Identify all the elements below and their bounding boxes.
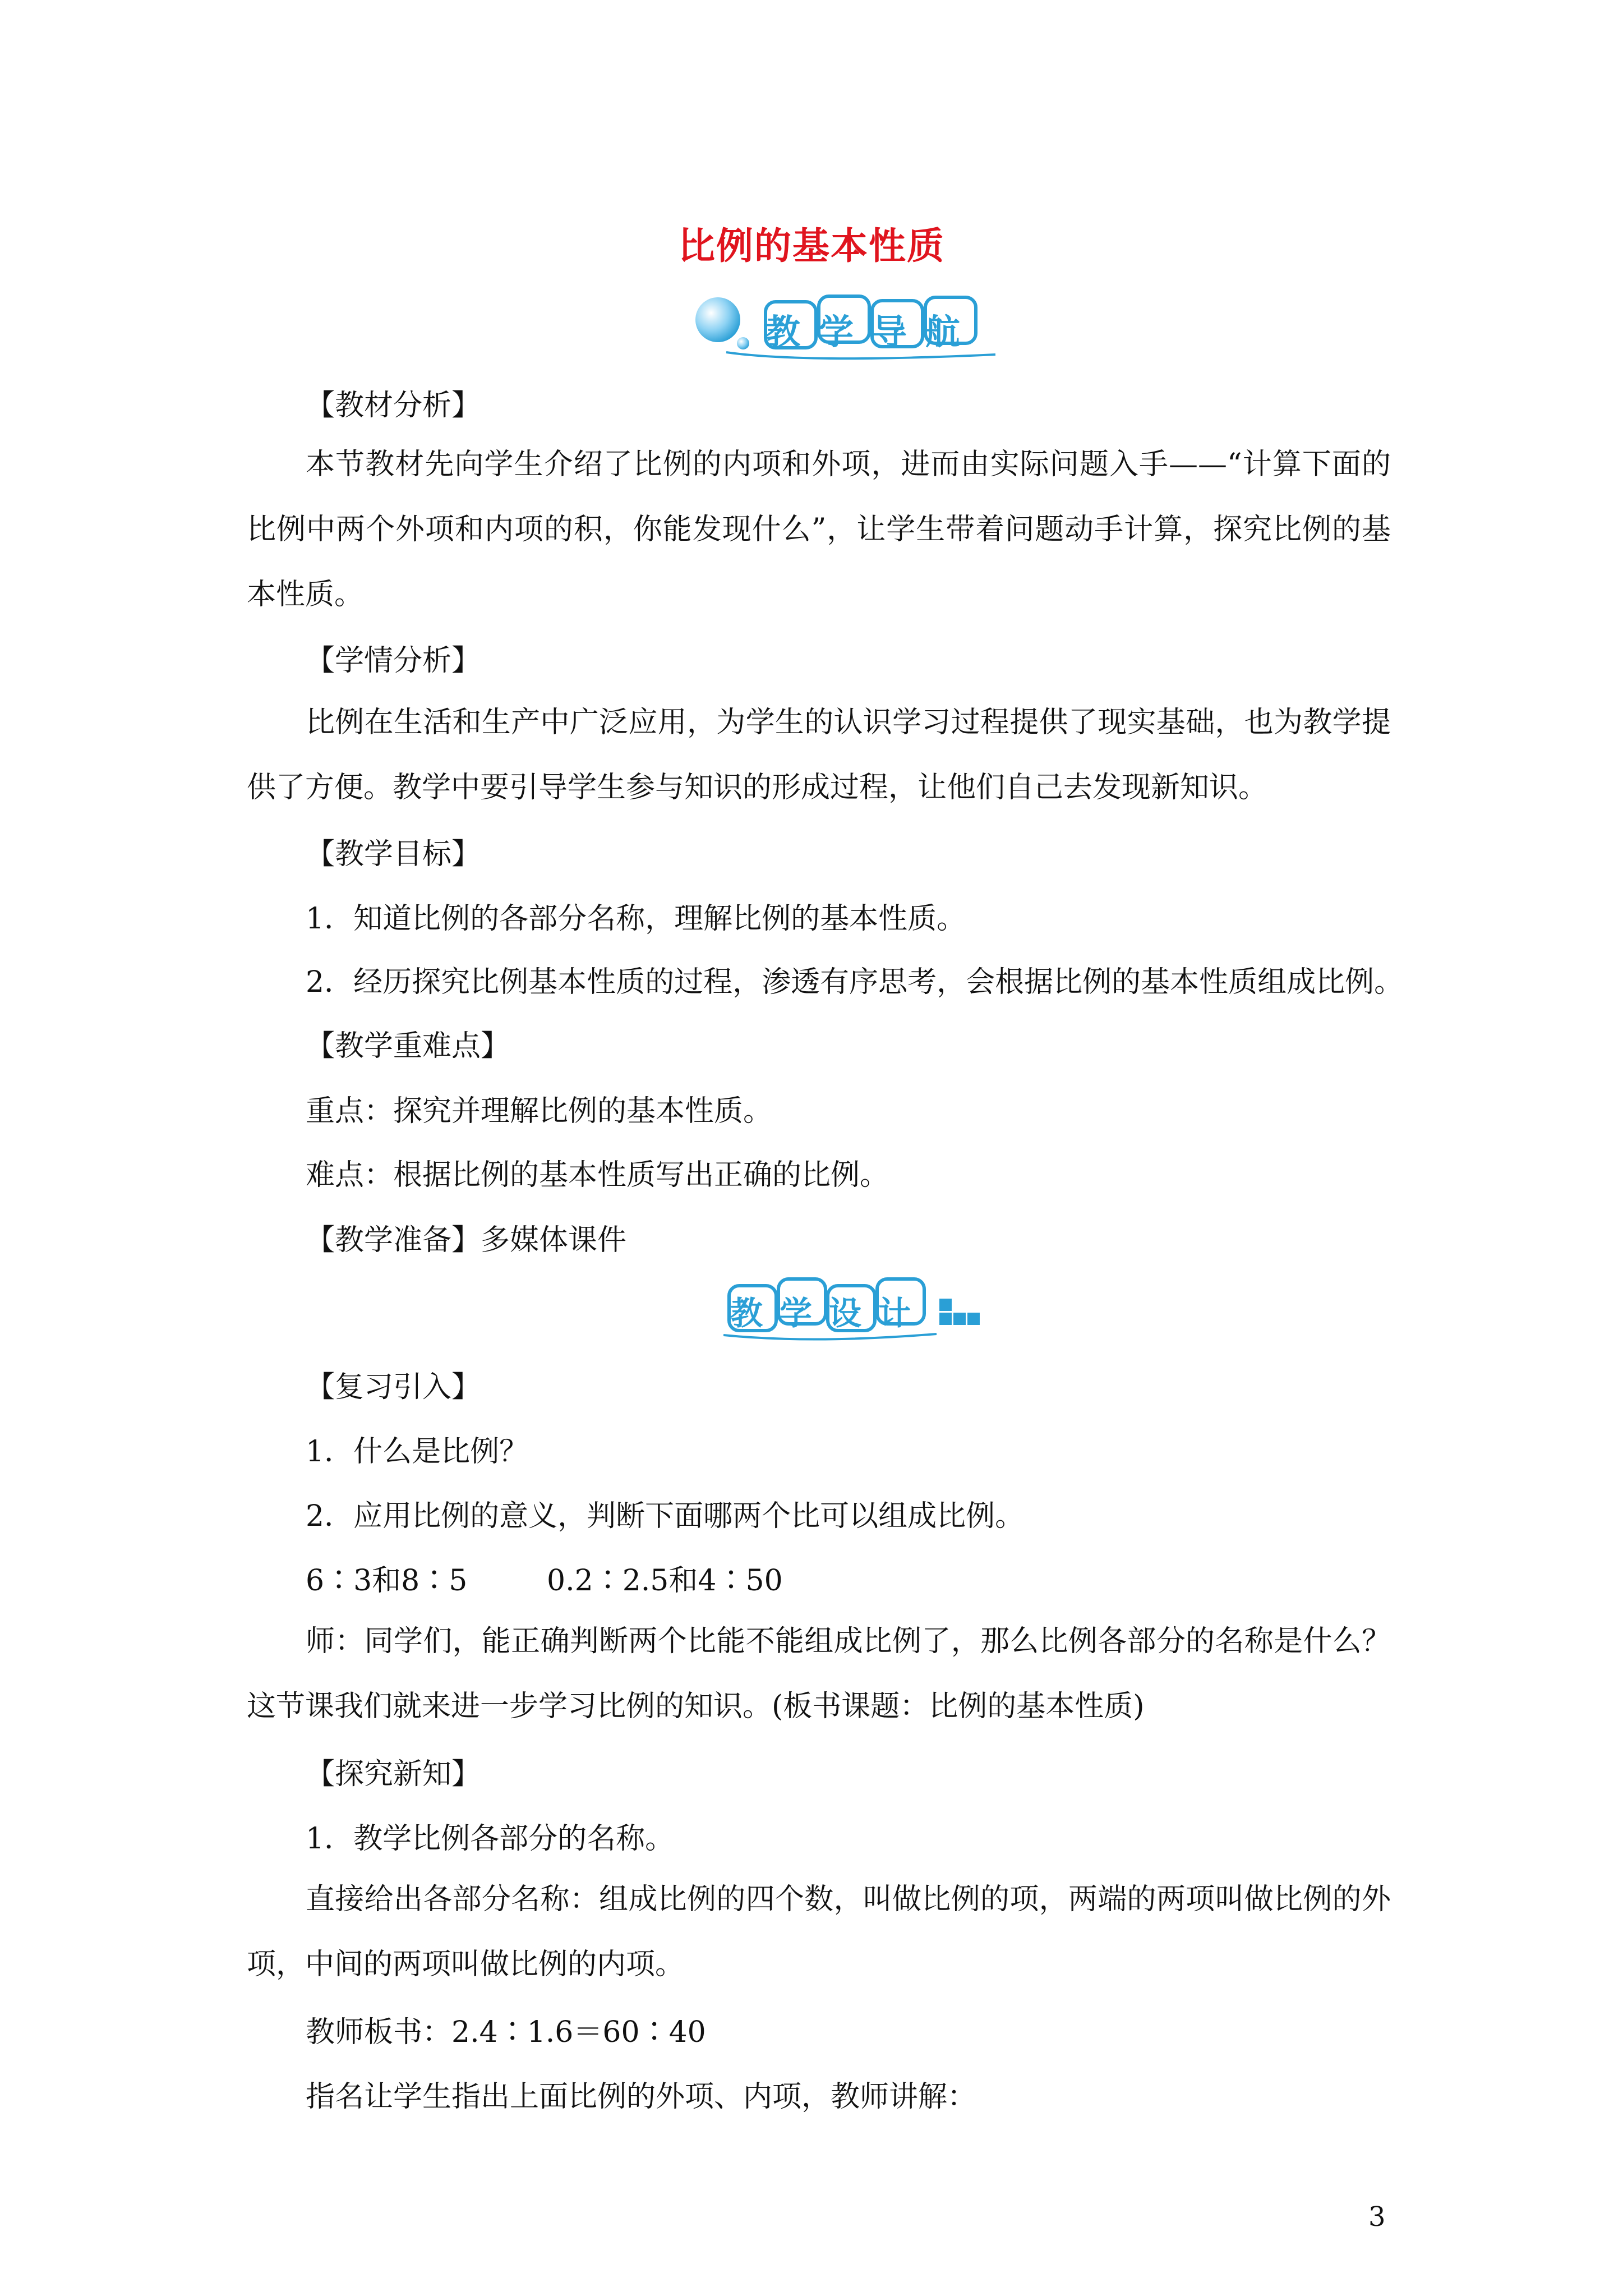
banner-label-text: 教学导航 [766,311,979,352]
banner-teaching-design [723,1273,981,1346]
ratio-example-a: 6∶3和8∶5 [306,1564,468,1598]
banner-teaching-guide [693,292,995,365]
page-number: 3 [1368,2201,1386,2233]
heading-goals: 【教学目标】 [306,838,481,871]
review-2: 2．应用比例的意义，判断下面哪两个比可以组成比例。 [306,1499,1025,1533]
heading-explore: 【探究新知】 [306,1757,481,1791]
heading-review: 【复习引入】 [306,1370,481,1404]
review-1: 1．什么是比例？ [306,1435,529,1469]
point-out: 指名让学生指出上面比例的外项、内项，教师讲解： [306,2080,977,2114]
explore-1: 1．教学比例各部分的名称。 [306,1822,675,1856]
goal-2: 2．经历探究比例基本性质的过程，渗透有序思考，会根据比例的基本性质组成比例。 [306,965,1404,999]
paragraph-material: 本节教材先向学生介绍了比例的内项和外项，进而由实际问题入手——“计算下面的比例中两个外项和内项的积，你能发现什么”，让学生带着问题动手计算，探究比例的基本性质。 [247,448,1391,611]
keypoint: 重点：探究并理解比例的基本性质。 [306,1094,773,1128]
heading-material: 【教材分析】 [306,389,481,422]
banner-teaching-guide-label [766,304,979,354]
difficulty: 难点：根据比例的基本性质写出正确的比例。 [306,1158,889,1192]
goal-1: 1．知道比例的各部分名称，理解比例的基本性质。 [306,902,966,936]
page-title: 比例的基本性质 [678,224,945,268]
paragraph-student: 比例在生活和生产中广泛应用，为学生的认识学习过程提供了现实基础，也为教学提供了方便。教学中要引导学生参与知识的形成过程，让他们自己去发现新知识。 [247,706,1391,804]
board-writing: 教师板书：2.4∶1.6＝60∶40 [306,2016,706,2049]
ratio-example-b: 0.2∶2.5和4∶50 [547,1564,783,1598]
banner-teaching-design-label [730,1287,932,1334]
heading-student: 【学情分析】 [306,644,481,678]
preparation: 【教学准备】多媒体课件 [306,1223,627,1257]
banner-label-text: 教学设计 [730,1294,928,1332]
heading-keypoints: 【教学重难点】 [306,1029,510,1063]
paragraph-explore: 直接给出各部分名称：组成比例的四个数，叫做比例的项，两端的两项叫做比例的外项，中间的两项叫做比例的内项。 [247,1883,1391,1981]
paragraph-teacher: 师：同学们，能正确判断两个比能不能组成比例了，那么比例各部分的名称是什么？这节课我们就来进一步学习比例的知识。(板书课题：比例的基本性质) [247,1625,1391,1723]
